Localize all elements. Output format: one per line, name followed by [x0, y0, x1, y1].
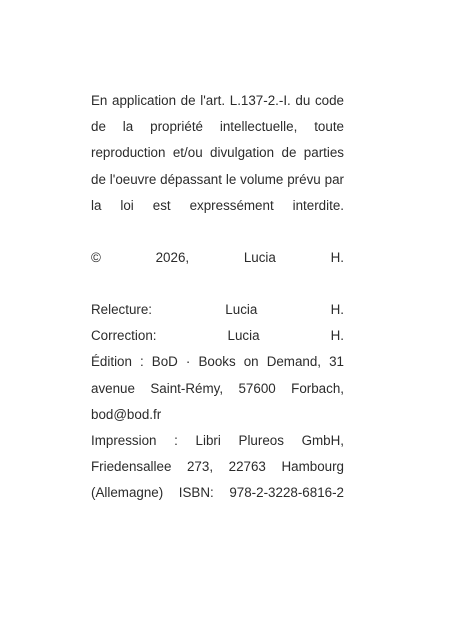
legal-notice-line: reproduction et/ou divulgation de parties — [91, 145, 344, 161]
legal-notice-line: de l'oeuvre dépassant le volume prévu par — [91, 171, 344, 187]
legal-notice-line: la loi est expressément interdite. — [91, 197, 344, 213]
legal-notice-line: de la propriété intellectuelle, toute — [91, 119, 344, 135]
publisher-credit: Édition : BoD · Books on Demand, 31 — [91, 354, 344, 370]
legal-notice — [91, 88, 344, 219]
printer-credit: Impression : Libri Plureos GmbH, — [91, 432, 344, 448]
publisher-address: avenue Saint-Rémy, 57600 Forbach, — [91, 380, 344, 396]
publisher-email: bod@bod.fr — [91, 406, 162, 422]
publication-credits — [91, 297, 344, 507]
correction-credit: Correction: Lucia H. — [91, 328, 344, 344]
printer-address: Friedensallee 273, 22763 Hambourg — [91, 459, 344, 475]
legal-notice-line: En application de l'art. L.137-2.-I. du code — [91, 93, 344, 108]
copyright-notice — [91, 245, 344, 271]
proofreading-credit: Relecture: Lucia H. — [91, 302, 344, 317]
copyright-line: © 2026, Lucia H. — [91, 250, 344, 265]
isbn-line: (Allemagne) ISBN: 978-2-3228-6816-2 — [91, 485, 344, 501]
